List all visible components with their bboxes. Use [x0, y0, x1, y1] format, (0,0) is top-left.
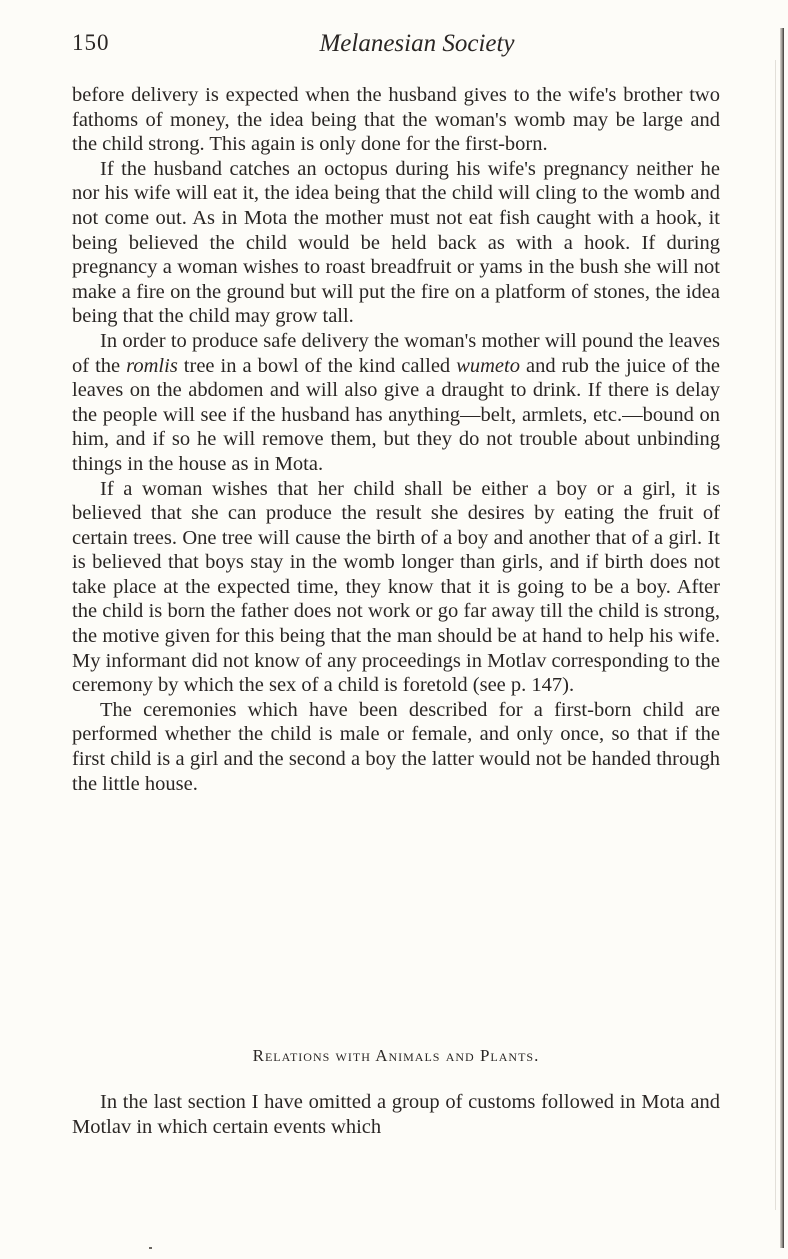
paragraph-continuation: before delivery is expected when the husband gives to the wife's brother two fathoms of money, the idea being that the woman's womb may be large and the child strong. This again is only done for the first-born.: [72, 84, 720, 156]
paragraph-boy-or-girl: If a woman wishes that her child shall be either a boy or a girl, it is believed that she can produce the result she desires by eating the fruit of certain trees. One tree will cause the birth of a boy and another that of a girl. It is believed that boys stay in the womb longer than girls, and if birth does not take place at the expected time, they know that it is going to be a boy. After the child is born the father does not work or go far away till the child is strong, the motive given for this being that the man should be at hand to help his wife. My informant did not know of any proceedings in Motlav corresponding to the ceremony by which the sex of a child is foretold (see p. 147).: [72, 477, 720, 697]
paragraph-ceremonies: The ceremonies which have been described for a first-born child are performed whether the child is male or female, and only once, so that if the first child is a girl and the second a boy the latter would not be handed through the little house.: [72, 698, 720, 795]
section-body: [72, 1090, 720, 1139]
text-run: tree in a bowl of the kind called: [177, 354, 457, 377]
page-edge-line: [775, 60, 776, 1210]
paragraph-octopus: If the husband catches an octopus during his wife's pregnancy neither he nor his wife will eat it, the idea being that the child will cling to the womb and not come out. As in Mota the mother must not eat fish caught with a hook, it being believed the child would be held back as with a hook. If during pregnancy a woman wishes to roast breadfruit or yams in the bush she will not make a fire on the ground but will put the fire on a platform of stones, the idea being that the child may grow tall.: [72, 157, 720, 328]
section-heading: Relations with Animals and Plants.: [252, 1046, 540, 1065]
running-title: Melanesian Society: [319, 30, 515, 57]
body-text: [72, 83, 720, 796]
ink-speck: [149, 1247, 152, 1249]
page-edge-shadow: [780, 28, 784, 1248]
term-wumeto: wumeto: [456, 354, 520, 377]
running-head: [72, 30, 722, 66]
term-romlis: romlis: [126, 354, 178, 377]
paragraph-safe-delivery: [72, 329, 720, 477]
page-number: 150: [72, 30, 110, 55]
text-run: In order to produce safe delivery the woman's mother will pound the leaves of the: [72, 329, 720, 377]
text-run: and rub the juice of the leaves on the abdomen and will also give a draught to drink. If there is delay the people will see if the husband has anything—belt, armlets, etc.—bound on him, and if so he will remove them, but they do not trouble about unbinding things in the house as in Mota.: [72, 354, 720, 475]
paragraph-section-intro: In the last section I have omitted a group of customs followed in Mota and Motlav in which certain events which: [72, 1091, 720, 1138]
